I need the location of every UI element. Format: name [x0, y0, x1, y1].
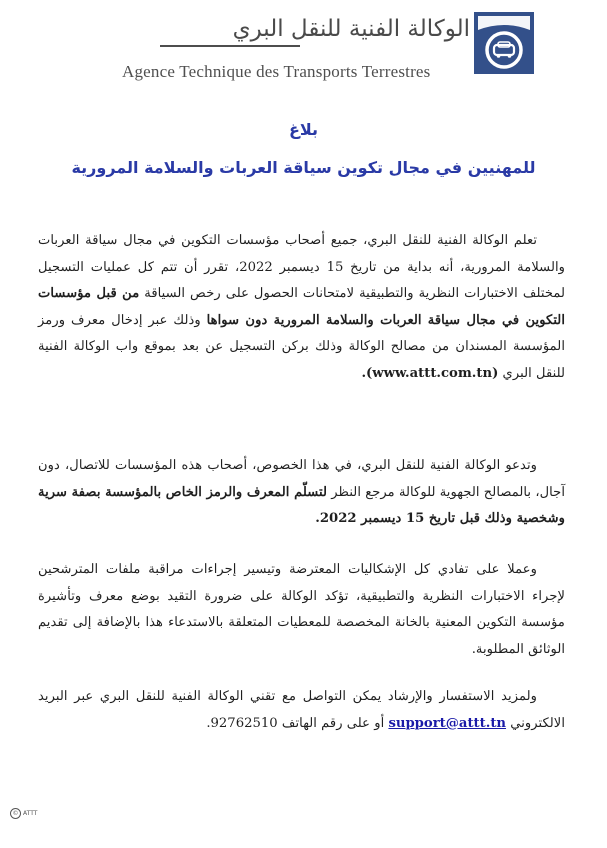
paragraph-1-text-a: تعلم الوكالة الفنية للنقل البري، جميع أصحاب مؤسسات التكوين في مجال سياقة العربات والسلامة المرورية، أنه بداية من تاريخ 15 ديسمبر 2022، تقرر أن تتم كل عمليات التسجيل لمختلف الاختبارات النظرية والتطبيقية لامتحانات الحصول على رخص السياقة	[38, 233, 565, 301]
page-footer	[10, 808, 37, 819]
paragraph-4-text-b: أو على رقم الهاتف 92762510.	[206, 715, 385, 731]
paragraph-1-bold-a: من قبل مؤسسات التكوين في مجال سياقة العربات والسلامة المرورية دون سواها	[38, 286, 565, 328]
paragraph-1	[38, 228, 565, 387]
paragraph-4-text-a: ولمزيد الاستفسار والإرشاد يمكن التواصل مع تقني الوكالة الفنية للنقل البري عبر البريد الالكتروني	[38, 689, 565, 731]
paragraph-3-text: وعملا على تفادي كل الإشكاليات المعترضة وتيسير إجراءات مراقبة ملفات المترشحين لإجراء الاختبارات النظرية والتطبيقية، تؤكد الوكالة على ضرورة التقيد بوضع معرف وتأشيرة مؤسسة التكوين المعنية بالخانة المخصصة للمعطيات المتعلقة بالاستدعاء هذا بالإضافة إلى تقديم الوثائق المطلوبة.	[38, 562, 565, 657]
agency-name-arabic: الوكالة الفنية للنقل البري	[232, 16, 470, 42]
paragraph-4	[38, 684, 565, 737]
page-header	[0, 0, 607, 100]
agency-name-french: Agence Technique des Transports Terrestres	[122, 62, 431, 81]
paragraph-2	[38, 453, 565, 533]
paragraph-2-text: وتدعو الوكالة الفنية للنقل البري، في هذا الخصوص، أصحاب هذه المؤسسات للاتصال، دون آجال، بالمصالح الجهوية للوكالة مرجع النظر	[38, 458, 565, 500]
document-title: بلاغ	[288, 120, 319, 139]
paragraph-2-bold: لتسلّم المعرف والرمز الخاص بالمؤسسة بصفة سرية وشخصية وذلك قبل تاريخ 15 ديسمبر 2022.	[38, 484, 565, 526]
copyright-icon: ©	[10, 808, 21, 819]
footer-copyright-text: ATTT	[23, 810, 38, 817]
paragraph-3	[38, 557, 565, 663]
car-in-circle-logo-icon	[474, 12, 534, 74]
website-reference: (www.attt.com.tn).	[361, 365, 499, 381]
support-email-link[interactable]: support@attt.tn	[388, 715, 507, 731]
document-subtitle: للمهنيين في مجال تكوين سياقة العربات والسلامة المرورية	[71, 158, 536, 177]
paragraph-1-text-b: وذلك عبر إدخال معرف ورمز المؤسسة المسندان من مصالح الوكالة وذلك بركن التسجيل عن بعد بموقع واب الوكالة الفنية للنقل البري	[38, 312, 565, 381]
agency-logo	[474, 12, 534, 74]
header-divider	[160, 45, 300, 47]
